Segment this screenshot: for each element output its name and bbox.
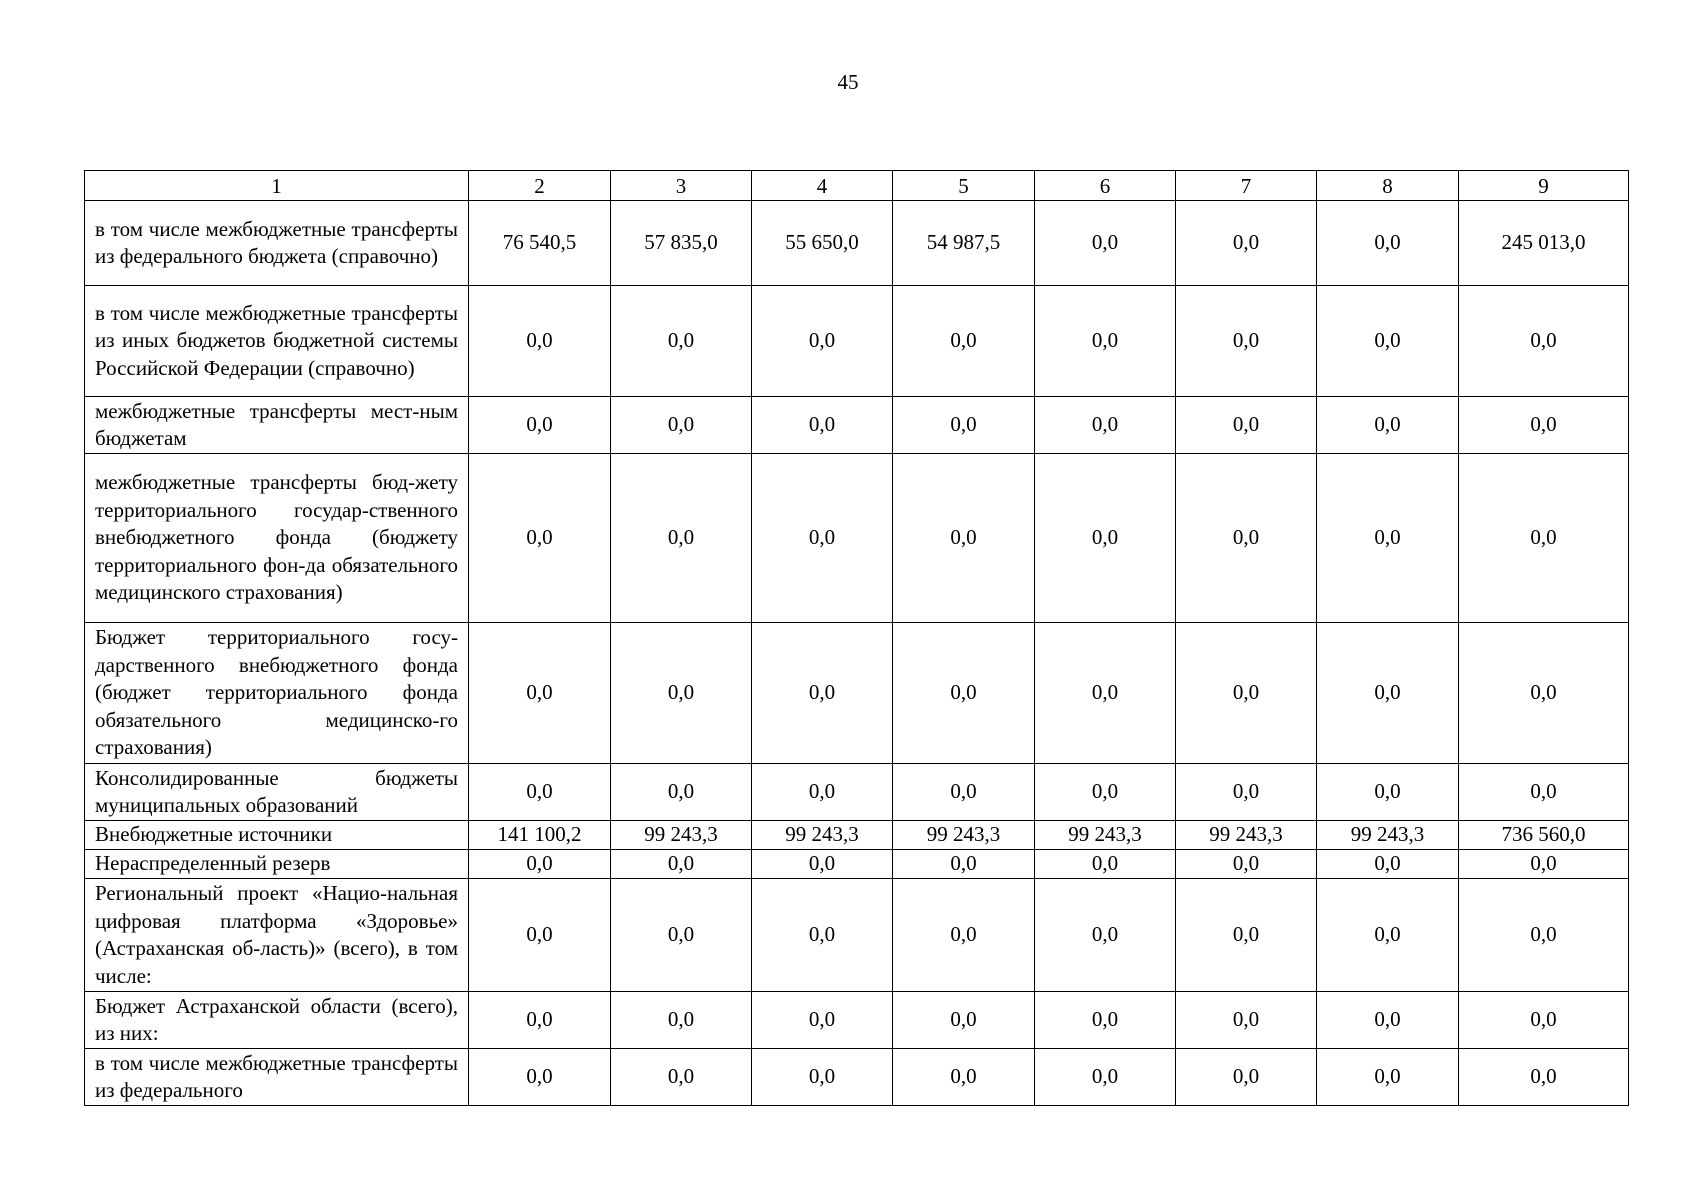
table-cell: 0,0 xyxy=(469,992,611,1049)
header-cell: 1 xyxy=(85,171,469,201)
table-cell: 0,0 xyxy=(1317,992,1459,1049)
header-row xyxy=(85,171,1629,201)
table-cell: 0,0 xyxy=(1459,623,1629,764)
table-cell: 0,0 xyxy=(469,623,611,764)
table-row xyxy=(85,992,1629,1049)
page-number: 45 xyxy=(837,70,859,94)
table-cell: 0,0 xyxy=(1459,1049,1629,1106)
table-cell: 0,0 xyxy=(1176,764,1317,821)
row-label: межбюджетные трансферты мест-ным бюджетам xyxy=(85,397,469,454)
table-cell: 0,0 xyxy=(611,286,752,397)
row-label: Бюджет территориального госу-дарственного внебюджетного фонда (бюджет территориального фонда обязательного медицинско-го страхования) xyxy=(85,623,469,764)
table-row xyxy=(85,850,1629,879)
table-cell: 99 243,3 xyxy=(1317,821,1459,850)
table-row xyxy=(85,454,1629,623)
row-label: Консолидированные бюджеты муниципальных образований xyxy=(85,764,469,821)
table-cell: 0,0 xyxy=(1035,454,1176,623)
table-cell: 0,0 xyxy=(1459,764,1629,821)
table-cell: 99 243,3 xyxy=(752,821,893,850)
table-cell: 0,0 xyxy=(893,992,1035,1049)
table-cell: 0,0 xyxy=(1176,1049,1317,1106)
table-cell: 0,0 xyxy=(893,286,1035,397)
table-cell: 0,0 xyxy=(893,879,1035,992)
row-label: межбюджетные трансферты бюд-жету территориального государ-ственного внебюджетного фонда (бюджету территориального фон-да обязательного медицинского страхования) xyxy=(85,454,469,623)
table-cell: 0,0 xyxy=(893,1049,1035,1106)
header-cell: 8 xyxy=(1317,171,1459,201)
table-cell: 99 243,3 xyxy=(893,821,1035,850)
header-cell: 2 xyxy=(469,171,611,201)
table-cell: 0,0 xyxy=(1035,1049,1176,1106)
header-cell: 4 xyxy=(752,171,893,201)
table-cell: 0,0 xyxy=(611,623,752,764)
table-cell: 0,0 xyxy=(1317,454,1459,623)
table-cell: 0,0 xyxy=(752,454,893,623)
table-cell: 0,0 xyxy=(1176,454,1317,623)
table-cell: 0,0 xyxy=(469,850,611,879)
table-cell: 0,0 xyxy=(611,992,752,1049)
table-cell: 0,0 xyxy=(752,992,893,1049)
table-cell: 0,0 xyxy=(611,850,752,879)
table-cell: 0,0 xyxy=(893,850,1035,879)
table-cell: 99 243,3 xyxy=(611,821,752,850)
table-cell: 0,0 xyxy=(1176,992,1317,1049)
table-cell: 0,0 xyxy=(752,286,893,397)
table-cell: 0,0 xyxy=(1035,201,1176,286)
table-row xyxy=(85,764,1629,821)
table-row xyxy=(85,821,1629,850)
row-label: в том числе межбюджетные трансферты из федерального xyxy=(85,1049,469,1106)
table-cell: 0,0 xyxy=(469,454,611,623)
table-cell: 0,0 xyxy=(611,764,752,821)
table-cell: 0,0 xyxy=(893,623,1035,764)
table-cell: 0,0 xyxy=(1459,992,1629,1049)
table-cell: 736 560,0 xyxy=(1459,821,1629,850)
table-cell: 0,0 xyxy=(1176,397,1317,454)
table-cell: 0,0 xyxy=(1035,850,1176,879)
table-cell: 245 013,0 xyxy=(1459,201,1629,286)
table-row xyxy=(85,397,1629,454)
table-header xyxy=(85,171,1629,201)
table-cell: 0,0 xyxy=(1176,850,1317,879)
table-row xyxy=(85,879,1629,992)
table-cell: 0,0 xyxy=(752,397,893,454)
table-cell: 0,0 xyxy=(1317,286,1459,397)
table-cell: 0,0 xyxy=(1459,286,1629,397)
table-cell: 0,0 xyxy=(893,454,1035,623)
table-cell: 0,0 xyxy=(1035,992,1176,1049)
table-cell: 0,0 xyxy=(752,623,893,764)
table-cell: 99 243,3 xyxy=(1035,821,1176,850)
table-cell: 0,0 xyxy=(1317,879,1459,992)
table-cell: 141 100,2 xyxy=(469,821,611,850)
table-cell: 0,0 xyxy=(1317,397,1459,454)
table-cell: 0,0 xyxy=(611,454,752,623)
row-label: Бюджет Астраханской области (всего), из них: xyxy=(85,992,469,1049)
row-label: в том числе межбюджетные трансферты из иных бюджетов бюджетной системы Российской Федерации (справочно) xyxy=(85,286,469,397)
table-cell: 0,0 xyxy=(1035,879,1176,992)
header-cell: 5 xyxy=(893,171,1035,201)
table-cell: 0,0 xyxy=(1317,201,1459,286)
table-cell: 0,0 xyxy=(893,397,1035,454)
table-cell: 0,0 xyxy=(1176,286,1317,397)
table-cell: 0,0 xyxy=(893,764,1035,821)
table-cell: 0,0 xyxy=(1035,623,1176,764)
row-label: Нераспределенный резерв xyxy=(85,850,469,879)
table-cell: 0,0 xyxy=(469,1049,611,1106)
table-cell: 0,0 xyxy=(469,764,611,821)
table-cell: 0,0 xyxy=(1035,764,1176,821)
row-label: в том числе межбюджетные трансферты из федерального бюджета (справочно) xyxy=(85,201,469,286)
table-cell: 0,0 xyxy=(469,879,611,992)
header-cell: 3 xyxy=(611,171,752,201)
row-label: Региональный проект «Нацио-нальная цифровая платформа «Здоровье» (Астраханская об-ласть)» (всего), в том числе: xyxy=(85,879,469,992)
table-cell: 99 243,3 xyxy=(1176,821,1317,850)
table-cell: 0,0 xyxy=(1459,850,1629,879)
table-cell: 0,0 xyxy=(752,850,893,879)
budget-table xyxy=(84,170,1629,1106)
table-cell: 0,0 xyxy=(1459,879,1629,992)
header-cell: 7 xyxy=(1176,171,1317,201)
table-cell: 0,0 xyxy=(1459,454,1629,623)
row-label: Внебюджетные источники xyxy=(85,821,469,850)
table-cell: 0,0 xyxy=(1035,397,1176,454)
table-cell: 0,0 xyxy=(1176,201,1317,286)
table-cell: 57 835,0 xyxy=(611,201,752,286)
table-cell: 55 650,0 xyxy=(752,201,893,286)
table-cell: 0,0 xyxy=(1176,879,1317,992)
table-cell: 0,0 xyxy=(1176,623,1317,764)
table-row xyxy=(85,201,1629,286)
table-cell: 0,0 xyxy=(1317,764,1459,821)
table-cell: 0,0 xyxy=(469,286,611,397)
table-cell: 0,0 xyxy=(611,397,752,454)
table-body xyxy=(85,201,1629,1106)
table-cell: 0,0 xyxy=(611,1049,752,1106)
table-row xyxy=(85,1049,1629,1106)
table-row xyxy=(85,623,1629,764)
table-cell: 0,0 xyxy=(469,397,611,454)
table-row xyxy=(85,286,1629,397)
table-cell: 0,0 xyxy=(1317,850,1459,879)
table-cell: 0,0 xyxy=(1459,397,1629,454)
table-cell: 0,0 xyxy=(1317,623,1459,764)
table-cell: 76 540,5 xyxy=(469,201,611,286)
table-cell: 54 987,5 xyxy=(893,201,1035,286)
header-cell: 9 xyxy=(1459,171,1629,201)
table-cell: 0,0 xyxy=(1035,286,1176,397)
table-cell: 0,0 xyxy=(752,1049,893,1106)
table-cell: 0,0 xyxy=(611,879,752,992)
table-cell: 0,0 xyxy=(752,764,893,821)
header-cell: 6 xyxy=(1035,171,1176,201)
table-cell: 0,0 xyxy=(1317,1049,1459,1106)
table-cell: 0,0 xyxy=(752,879,893,992)
